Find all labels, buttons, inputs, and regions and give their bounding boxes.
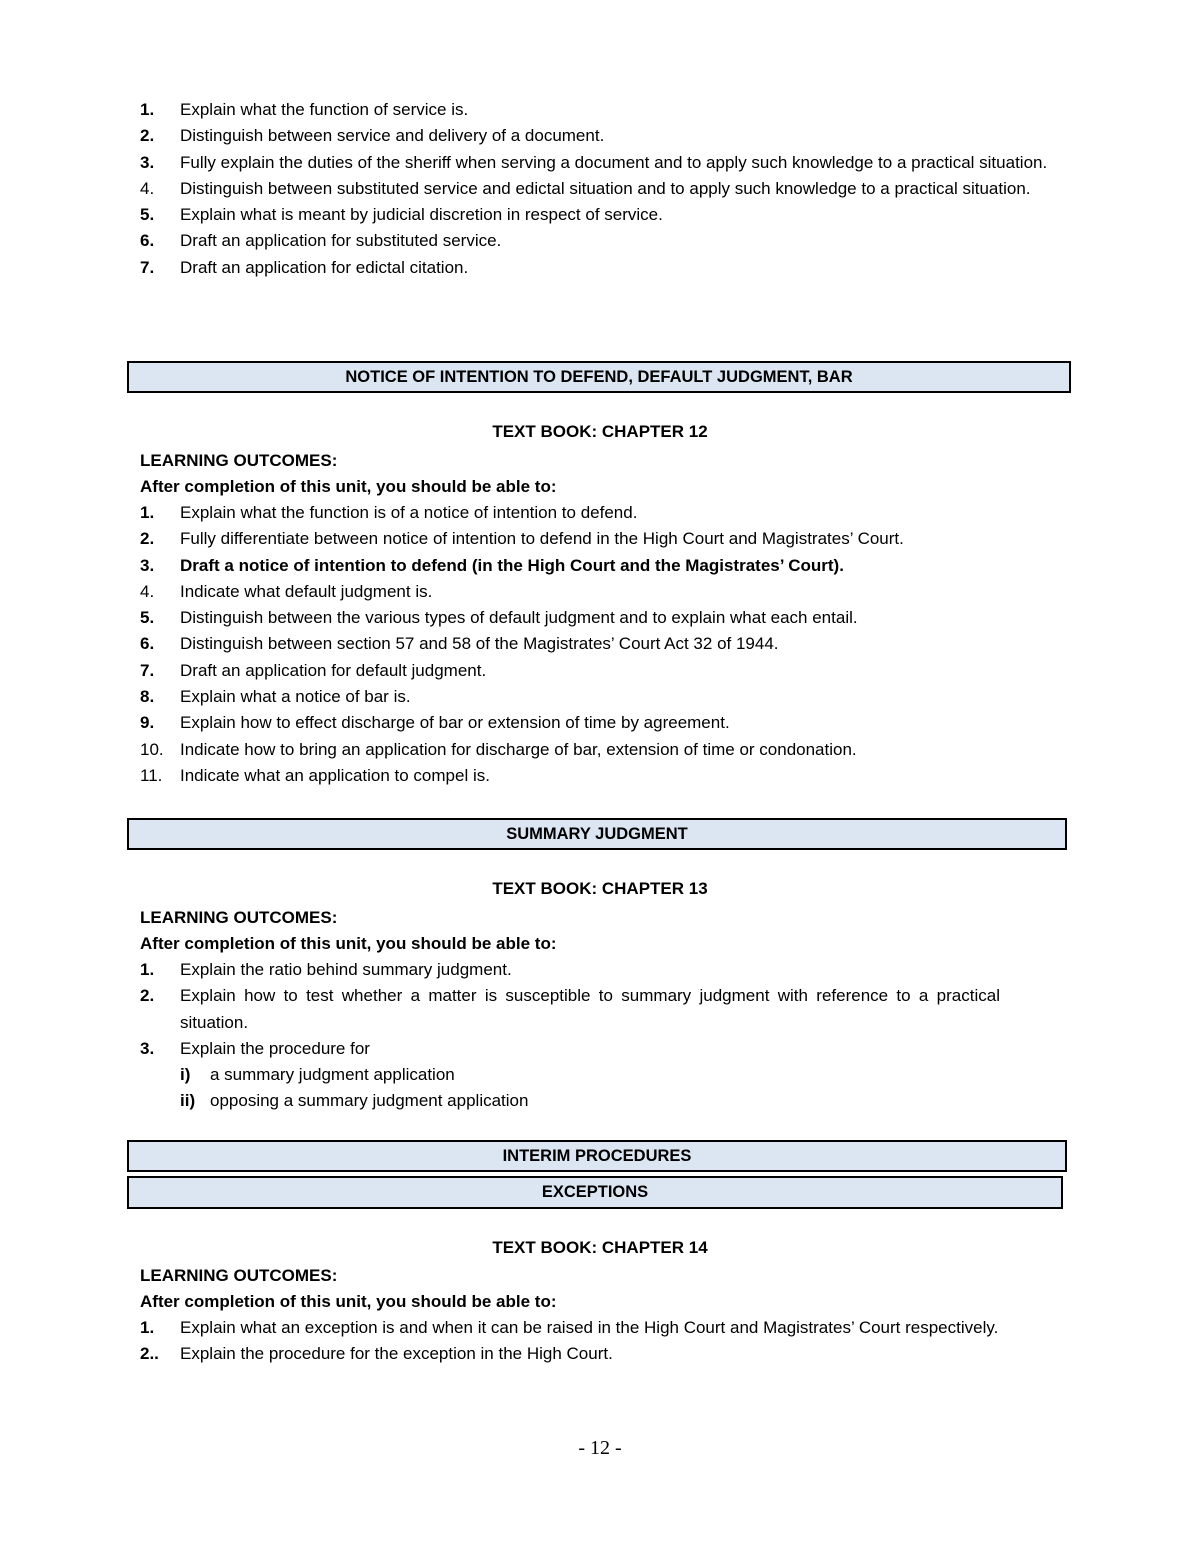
- item-text: Distinguish between substituted service and edictal situation and to apply such knowledge to a practical situation.: [180, 178, 1031, 198]
- item-text: Fully explain the duties of the sheriff when serving a document and to apply such knowledge to a practical situation.: [180, 152, 1048, 172]
- list-item: [140, 176, 1055, 202]
- list-item: [140, 957, 1055, 983]
- item-number: 1.: [140, 1318, 155, 1337]
- list-item: [140, 526, 1055, 552]
- item-text: Distinguish between section 57 and 58 of the Magistrates’ Court Act 32 of 1944.: [180, 634, 779, 654]
- chapter-12-outcomes-list: [140, 500, 1055, 789]
- item-number: 2.: [140, 126, 155, 146]
- intro-outcomes-list: [140, 97, 1055, 281]
- item-number: 3.: [140, 152, 155, 172]
- item-number: 4.: [140, 581, 155, 601]
- textbook-chapter-14: TEXT BOOK: CHAPTER 14: [492, 1238, 708, 1257]
- after-completion-line: After completion of this unit, you should be able to:: [140, 934, 557, 953]
- item-number: 2.: [140, 986, 155, 1006]
- learning-outcomes-heading: LEARNING OUTCOMES:: [140, 1266, 338, 1285]
- sub-item-text: opposing a summary judgment application: [210, 1091, 529, 1111]
- list-item: [140, 763, 1055, 789]
- list-item: [140, 150, 1055, 176]
- item-number: 3.: [140, 1038, 155, 1058]
- after-completion-line: After completion of this unit, you should be able to:: [140, 1292, 557, 1311]
- item-number: 11.: [140, 765, 163, 785]
- item-number: 2.: [140, 529, 155, 549]
- chapter-14-outcomes-list: [140, 1315, 1055, 1368]
- learning-outcomes-heading: LEARNING OUTCOMES:: [140, 908, 338, 927]
- item-text: Indicate what default judgment is.: [180, 581, 433, 601]
- item-number: 1.: [140, 100, 155, 119]
- after-completion-line: After completion of this unit, you should be able to:: [140, 477, 557, 496]
- item-text: Explain what the function of service is.: [180, 100, 469, 119]
- item-number: 1.: [140, 960, 155, 979]
- item-text: Explain how to effect discharge of bar or extension of time by agreement.: [180, 713, 730, 733]
- item-text: Explain the procedure for: [180, 1038, 370, 1058]
- list-item: [140, 1341, 1055, 1367]
- item-number: 1.: [140, 503, 155, 522]
- textbook-chapter-13: TEXT BOOK: CHAPTER 13: [492, 879, 708, 898]
- section-banner-interim-procedures: INTERIM PROCEDURES: [127, 1140, 1067, 1172]
- item-number: 7.: [140, 660, 155, 680]
- list-item: [140, 1036, 1055, 1062]
- section-banner-exceptions: EXCEPTIONS: [127, 1176, 1063, 1209]
- item-text: Explain what the function is of a notice of intention to defend.: [180, 503, 638, 522]
- item-text: Fully differentiate between notice of intention to defend in the High Court and Magistrates’ Court.: [180, 529, 904, 549]
- sub-item-number: ii): [180, 1091, 196, 1111]
- page-number: - 12 -: [578, 1437, 622, 1459]
- item-text: Explain the procedure for the exception in the High Court.: [180, 1344, 613, 1364]
- list-item: [140, 605, 1055, 631]
- list-item: [140, 123, 1055, 149]
- section-banner-notice-of-intention: NOTICE OF INTENTION TO DEFEND, DEFAULT JUDGMENT, BAR: [127, 361, 1071, 393]
- item-text: Distinguish between service and delivery of a document.: [180, 126, 605, 146]
- list-item: [140, 500, 1055, 526]
- sub-list-item: [140, 1062, 1055, 1088]
- item-text: Explain what is meant by judicial discretion in respect of service.: [180, 205, 663, 225]
- textbook-chapter-12: TEXT BOOK: CHAPTER 12: [492, 422, 708, 441]
- item-text: Explain the ratio behind summary judgment.: [180, 960, 512, 979]
- list-item: [140, 97, 1055, 123]
- item-number: 9.: [140, 713, 155, 733]
- list-item: [140, 658, 1055, 684]
- item-text: Explain how to test whether a matter is susceptible to summary judgment with reference to a practical situation.: [180, 986, 1000, 1032]
- list-item: [140, 983, 1055, 1036]
- sub-item-text: a summary judgment application: [210, 1065, 455, 1085]
- list-item: [140, 1315, 1055, 1341]
- item-number: 5.: [140, 608, 155, 628]
- list-item: [140, 737, 1055, 763]
- list-item: [140, 710, 1055, 736]
- item-number: 5.: [140, 205, 155, 225]
- item-number: 7.: [140, 257, 155, 277]
- list-item: [140, 202, 1055, 228]
- section-banner-summary-judgment: SUMMARY JUDGMENT: [127, 818, 1067, 850]
- item-text: Explain what an exception is and when it can be raised in the High Court and Magistrates’ Court respectively.: [180, 1318, 999, 1337]
- item-text: Indicate what an application to compel is.: [180, 765, 490, 785]
- sub-item-number: i): [180, 1065, 191, 1085]
- list-item: [140, 684, 1055, 710]
- list-item: [140, 579, 1055, 605]
- item-text: Draft an application for default judgment.: [180, 660, 487, 680]
- item-text: Draft a notice of intention to defend (in the High Court and the Magistrates’ Court).: [180, 555, 844, 575]
- chapter-13-outcomes-list: [140, 957, 1055, 1115]
- sub-list-item: [140, 1088, 1055, 1114]
- item-number: 2..: [140, 1344, 159, 1364]
- item-number: 6.: [140, 231, 155, 251]
- item-number: 4.: [140, 178, 155, 198]
- learning-outcomes-heading: LEARNING OUTCOMES:: [140, 451, 338, 470]
- list-item: [140, 553, 1055, 579]
- list-item: [140, 631, 1055, 657]
- list-item: [140, 228, 1055, 254]
- item-number: 3.: [140, 555, 155, 575]
- item-number: 6.: [140, 634, 155, 654]
- item-text: Indicate how to bring an application for discharge of bar, extension of time or condonation.: [180, 739, 857, 759]
- item-text: Distinguish between the various types of default judgment and to explain what each entail.: [180, 608, 858, 628]
- item-number: 8.: [140, 687, 155, 707]
- item-text: Draft an application for substituted service.: [180, 231, 502, 251]
- item-text: Explain what a notice of bar is.: [180, 687, 411, 707]
- list-item: [140, 255, 1055, 281]
- item-number: 10.: [140, 739, 164, 759]
- item-text: Draft an application for edictal citation.: [180, 257, 469, 277]
